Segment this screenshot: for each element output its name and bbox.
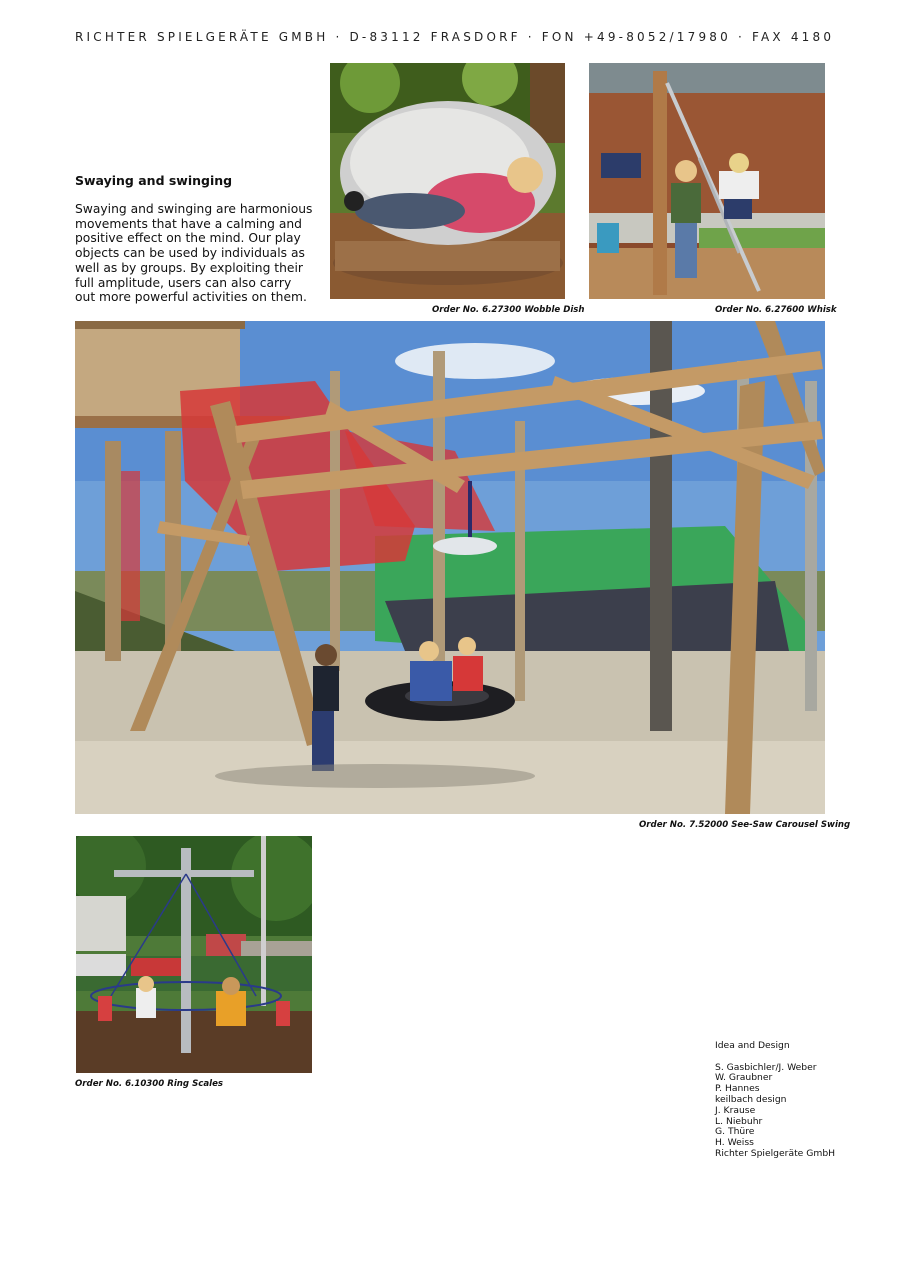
credit-name: Richter Spielgeräte GmbH: [715, 1147, 836, 1159]
caption-carousel-swing: Order No. 7.52000 See-Saw Carousel Swing: [639, 820, 851, 830]
whisk-photo: [589, 63, 825, 299]
caption-ring-scales: Order No. 6.10300 Ring Scales: [75, 1079, 224, 1089]
credit-name: W. Graubner: [715, 1072, 773, 1084]
section-body-text: Swaying and swinging are harmonious movements that have a calming and positive effect on the mind. Our play objects can be used by individuals as well as by groups. By exploiting their full amplitude, users can also carry out more powerful activities on them.: [75, 202, 313, 305]
credit-name: L. Niebuhr: [715, 1115, 763, 1127]
design-credits: [715, 1041, 835, 1160]
credit-name: keilbach design: [715, 1093, 787, 1105]
credit-name: S. Gasbichler/J. Weber: [715, 1061, 817, 1073]
credit-name: J. Krause: [715, 1104, 756, 1116]
company-header: RICHTER SPIELGERÄTE GMBH · D-83112 FRASDORF · FON +49-8052/17980 · FAX 4180: [75, 30, 835, 44]
caption-whisk: Order No. 6.27600 Whisk: [715, 305, 837, 315]
ring-scales-photo: [76, 836, 312, 1073]
credit-name: H. Weiss: [715, 1137, 754, 1149]
carousel-swing-photo: [75, 321, 825, 814]
credit-name: P. Hannes: [715, 1083, 760, 1095]
wobble-dish-photo: [330, 63, 565, 299]
caption-wobble-dish: Order No. 6.27300 Wobble Dish: [432, 305, 585, 315]
credits-title: Idea and Design: [715, 1040, 790, 1051]
section-heading: Swaying and swinging: [75, 173, 233, 188]
credit-name: G. Thüre: [715, 1126, 755, 1138]
